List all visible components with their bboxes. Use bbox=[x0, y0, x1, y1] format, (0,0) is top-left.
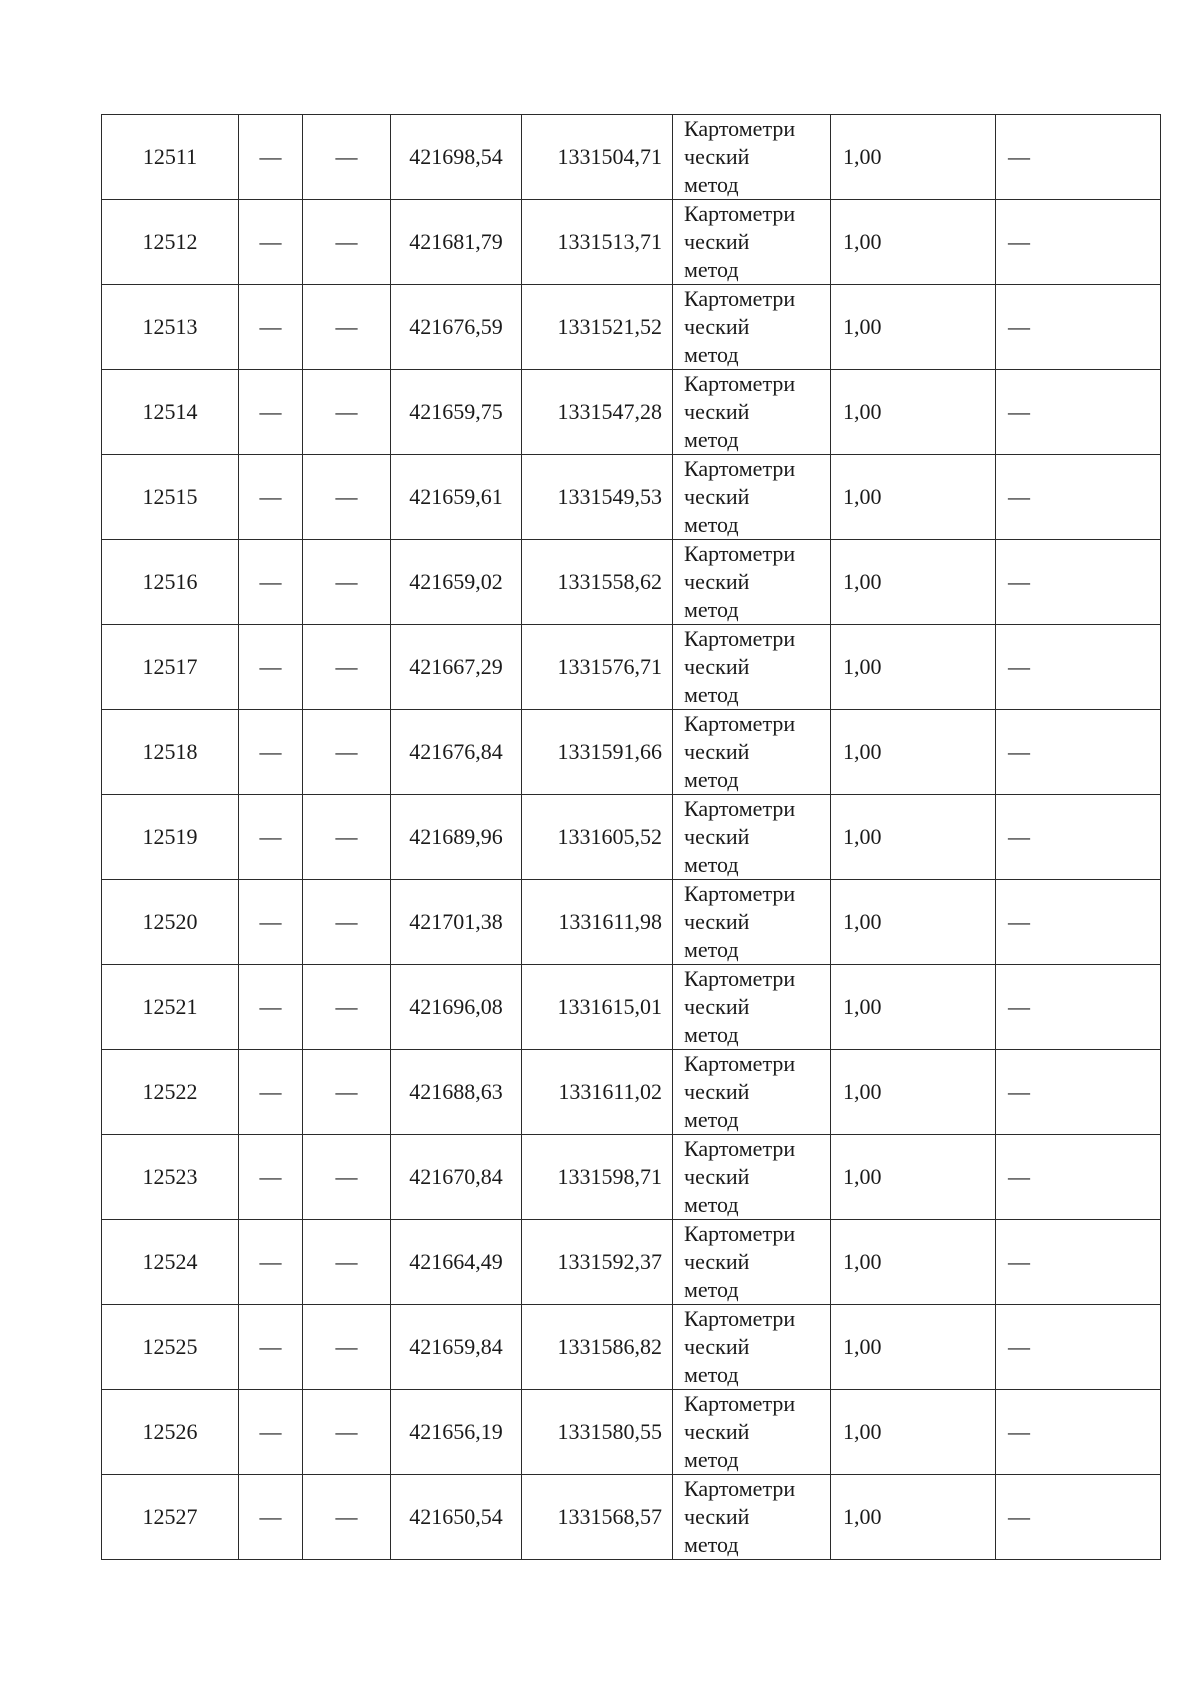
method-text-line: ческий bbox=[684, 1334, 750, 1359]
method-cell bbox=[673, 965, 831, 1050]
method-text-line: ческий bbox=[684, 229, 750, 254]
dash-cell-1: — bbox=[239, 1305, 303, 1390]
method-text-line: ческий bbox=[684, 739, 750, 764]
method-text-line: ческий bbox=[684, 654, 750, 679]
method-cell bbox=[673, 1305, 831, 1390]
dash-cell-2: — bbox=[303, 200, 391, 285]
accuracy-cell: 1,00 bbox=[831, 1050, 996, 1135]
point-number-cell: 12511 bbox=[102, 115, 239, 200]
dash-cell-2: — bbox=[303, 1475, 391, 1560]
method-text-line: Картометри bbox=[684, 796, 796, 821]
point-number-cell: 12519 bbox=[102, 795, 239, 880]
table-row bbox=[102, 965, 1161, 1050]
method-text-line: метод bbox=[684, 597, 739, 622]
dash-cell-1: — bbox=[239, 1135, 303, 1220]
accuracy-cell: 1,00 bbox=[831, 115, 996, 200]
description-cell: — bbox=[996, 1305, 1161, 1390]
method-text-line: Картометри bbox=[684, 966, 796, 991]
x-coordinate-cell: 421650,54 bbox=[391, 1475, 522, 1560]
accuracy-cell: 1,00 bbox=[831, 880, 996, 965]
method-text-line: метод bbox=[684, 1107, 739, 1132]
table-row bbox=[102, 370, 1161, 455]
accuracy-cell: 1,00 bbox=[831, 965, 996, 1050]
method-text-line: Картометри bbox=[684, 1306, 796, 1331]
dash-cell-2: — bbox=[303, 710, 391, 795]
y-coordinate-cell: 1331547,28 bbox=[522, 370, 673, 455]
description-cell: — bbox=[996, 455, 1161, 540]
dash-cell-2: — bbox=[303, 370, 391, 455]
x-coordinate-cell: 421659,75 bbox=[391, 370, 522, 455]
method-cell bbox=[673, 795, 831, 880]
description-cell: — bbox=[996, 1220, 1161, 1305]
dash-cell-2: — bbox=[303, 880, 391, 965]
dash-cell-1: — bbox=[239, 710, 303, 795]
x-coordinate-cell: 421696,08 bbox=[391, 965, 522, 1050]
method-text-line: метод bbox=[684, 1532, 739, 1557]
accuracy-cell: 1,00 bbox=[831, 1135, 996, 1220]
table-row bbox=[102, 625, 1161, 710]
method-cell bbox=[673, 285, 831, 370]
description-cell: — bbox=[996, 880, 1161, 965]
method-text-line: метод bbox=[684, 1362, 739, 1387]
y-coordinate-cell: 1331591,66 bbox=[522, 710, 673, 795]
dash-cell-2: — bbox=[303, 1305, 391, 1390]
x-coordinate-cell: 421688,63 bbox=[391, 1050, 522, 1135]
method-text-line: Картометри bbox=[684, 1221, 796, 1246]
description-cell: — bbox=[996, 370, 1161, 455]
description-cell: — bbox=[996, 285, 1161, 370]
y-coordinate-cell: 1331611,02 bbox=[522, 1050, 673, 1135]
method-text-line: Картометри bbox=[684, 541, 796, 566]
method-cell bbox=[673, 710, 831, 795]
x-coordinate-cell: 421656,19 bbox=[391, 1390, 522, 1475]
dash-cell-2: — bbox=[303, 965, 391, 1050]
accuracy-cell: 1,00 bbox=[831, 1475, 996, 1560]
method-text-line: ческий bbox=[684, 994, 750, 1019]
coordinates-table bbox=[101, 114, 1161, 1560]
table-row bbox=[102, 1135, 1161, 1220]
description-cell: — bbox=[996, 1390, 1161, 1475]
table-row bbox=[102, 540, 1161, 625]
y-coordinate-cell: 1331558,62 bbox=[522, 540, 673, 625]
y-coordinate-cell: 1331580,55 bbox=[522, 1390, 673, 1475]
method-text-line: ческий bbox=[684, 909, 750, 934]
dash-cell-1: — bbox=[239, 965, 303, 1050]
y-coordinate-cell: 1331549,53 bbox=[522, 455, 673, 540]
dash-cell-2: — bbox=[303, 455, 391, 540]
dash-cell-1: — bbox=[239, 115, 303, 200]
dash-cell-1: — bbox=[239, 1220, 303, 1305]
method-text-line: метод bbox=[684, 767, 739, 792]
table-row bbox=[102, 1220, 1161, 1305]
point-number-cell: 12523 bbox=[102, 1135, 239, 1220]
dash-cell-1: — bbox=[239, 1475, 303, 1560]
method-text-line: Картометри bbox=[684, 1136, 796, 1161]
dash-cell-2: — bbox=[303, 115, 391, 200]
table-row bbox=[102, 1390, 1161, 1475]
description-cell: — bbox=[996, 625, 1161, 710]
method-cell bbox=[673, 1220, 831, 1305]
table-row bbox=[102, 1050, 1161, 1135]
method-text-line: Картометри bbox=[684, 626, 796, 651]
y-coordinate-cell: 1331568,57 bbox=[522, 1475, 673, 1560]
y-coordinate-cell: 1331576,71 bbox=[522, 625, 673, 710]
method-text-line: ческий bbox=[684, 1079, 750, 1104]
dash-cell-1: — bbox=[239, 1050, 303, 1135]
method-text-line: ческий bbox=[684, 314, 750, 339]
y-coordinate-cell: 1331586,82 bbox=[522, 1305, 673, 1390]
accuracy-cell: 1,00 bbox=[831, 625, 996, 710]
point-number-cell: 12515 bbox=[102, 455, 239, 540]
method-text-line: ческий bbox=[684, 1504, 750, 1529]
accuracy-cell: 1,00 bbox=[831, 795, 996, 880]
dash-cell-1: — bbox=[239, 285, 303, 370]
method-text-line: Картометри bbox=[684, 286, 796, 311]
accuracy-cell: 1,00 bbox=[831, 1390, 996, 1475]
method-cell bbox=[673, 200, 831, 285]
method-text-line: Картометри bbox=[684, 456, 796, 481]
y-coordinate-cell: 1331504,71 bbox=[522, 115, 673, 200]
description-cell: — bbox=[996, 1475, 1161, 1560]
x-coordinate-cell: 421676,59 bbox=[391, 285, 522, 370]
x-coordinate-cell: 421701,38 bbox=[391, 880, 522, 965]
description-cell: — bbox=[996, 540, 1161, 625]
table-row bbox=[102, 710, 1161, 795]
description-cell: — bbox=[996, 710, 1161, 795]
method-text-line: метод bbox=[684, 852, 739, 877]
x-coordinate-cell: 421659,02 bbox=[391, 540, 522, 625]
dash-cell-1: — bbox=[239, 1390, 303, 1475]
method-text-line: метод bbox=[684, 1277, 739, 1302]
point-number-cell: 12522 bbox=[102, 1050, 239, 1135]
point-number-cell: 12525 bbox=[102, 1305, 239, 1390]
dash-cell-1: — bbox=[239, 540, 303, 625]
dash-cell-1: — bbox=[239, 625, 303, 710]
point-number-cell: 12514 bbox=[102, 370, 239, 455]
method-cell bbox=[673, 1135, 831, 1220]
method-cell bbox=[673, 1390, 831, 1475]
method-text-line: Картометри bbox=[684, 1051, 796, 1076]
method-cell bbox=[673, 115, 831, 200]
method-text-line: ческий bbox=[684, 399, 750, 424]
accuracy-cell: 1,00 bbox=[831, 1220, 996, 1305]
method-text-line: Картометри bbox=[684, 711, 796, 736]
x-coordinate-cell: 421659,61 bbox=[391, 455, 522, 540]
dash-cell-1: — bbox=[239, 795, 303, 880]
dash-cell-2: — bbox=[303, 1390, 391, 1475]
x-coordinate-cell: 421689,96 bbox=[391, 795, 522, 880]
method-text-line: метод bbox=[684, 1022, 739, 1047]
point-number-cell: 12521 bbox=[102, 965, 239, 1050]
description-cell: — bbox=[996, 1135, 1161, 1220]
accuracy-cell: 1,00 bbox=[831, 1305, 996, 1390]
y-coordinate-cell: 1331605,52 bbox=[522, 795, 673, 880]
point-number-cell: 12513 bbox=[102, 285, 239, 370]
method-text-line: Картометри bbox=[684, 1391, 796, 1416]
method-cell bbox=[673, 540, 831, 625]
dash-cell-1: — bbox=[239, 455, 303, 540]
method-text-line: ческий bbox=[684, 484, 750, 509]
y-coordinate-cell: 1331598,71 bbox=[522, 1135, 673, 1220]
table-row bbox=[102, 795, 1161, 880]
dash-cell-1: — bbox=[239, 370, 303, 455]
description-cell: — bbox=[996, 115, 1161, 200]
point-number-cell: 12518 bbox=[102, 710, 239, 795]
x-coordinate-cell: 421659,84 bbox=[391, 1305, 522, 1390]
dash-cell-2: — bbox=[303, 1050, 391, 1135]
dash-cell-2: — bbox=[303, 1220, 391, 1305]
method-text-line: Картометри bbox=[684, 371, 796, 396]
accuracy-cell: 1,00 bbox=[831, 285, 996, 370]
dash-cell-2: — bbox=[303, 540, 391, 625]
method-text-line: метод bbox=[684, 427, 739, 452]
dash-cell-1: — bbox=[239, 880, 303, 965]
point-number-cell: 12527 bbox=[102, 1475, 239, 1560]
dash-cell-2: — bbox=[303, 625, 391, 710]
method-text-line: метод bbox=[684, 512, 739, 537]
method-text-line: Картометри bbox=[684, 881, 796, 906]
y-coordinate-cell: 1331611,98 bbox=[522, 880, 673, 965]
description-cell: — bbox=[996, 965, 1161, 1050]
point-number-cell: 12526 bbox=[102, 1390, 239, 1475]
method-text-line: ческий bbox=[684, 1164, 750, 1189]
table-row bbox=[102, 1475, 1161, 1560]
method-text-line: ческий bbox=[684, 1249, 750, 1274]
dash-cell-2: — bbox=[303, 795, 391, 880]
table-row bbox=[102, 880, 1161, 965]
method-text-line: метод bbox=[684, 1192, 739, 1217]
point-number-cell: 12516 bbox=[102, 540, 239, 625]
description-cell: — bbox=[996, 1050, 1161, 1135]
method-text-line: метод bbox=[684, 1447, 739, 1472]
method-text-line: метод bbox=[684, 172, 739, 197]
method-text-line: метод bbox=[684, 342, 739, 367]
method-text-line: Картометри bbox=[684, 201, 796, 226]
method-text-line: ческий bbox=[684, 144, 750, 169]
dash-cell-1: — bbox=[239, 200, 303, 285]
table-row bbox=[102, 200, 1161, 285]
accuracy-cell: 1,00 bbox=[831, 540, 996, 625]
dash-cell-2: — bbox=[303, 1135, 391, 1220]
table-row bbox=[102, 115, 1161, 200]
accuracy-cell: 1,00 bbox=[831, 710, 996, 795]
method-text-line: метод bbox=[684, 682, 739, 707]
method-text-line: ческий bbox=[684, 1419, 750, 1444]
description-cell: — bbox=[996, 795, 1161, 880]
method-text-line: метод bbox=[684, 937, 739, 962]
method-cell bbox=[673, 625, 831, 710]
x-coordinate-cell: 421681,79 bbox=[391, 200, 522, 285]
y-coordinate-cell: 1331521,52 bbox=[522, 285, 673, 370]
method-text-line: метод bbox=[684, 257, 739, 282]
x-coordinate-cell: 421670,84 bbox=[391, 1135, 522, 1220]
dash-cell-2: — bbox=[303, 285, 391, 370]
table-row bbox=[102, 285, 1161, 370]
accuracy-cell: 1,00 bbox=[831, 200, 996, 285]
x-coordinate-cell: 421698,54 bbox=[391, 115, 522, 200]
method-cell bbox=[673, 880, 831, 965]
y-coordinate-cell: 1331592,37 bbox=[522, 1220, 673, 1305]
method-cell bbox=[673, 455, 831, 540]
table-body bbox=[102, 115, 1161, 1560]
method-cell bbox=[673, 1475, 831, 1560]
method-text-line: ческий bbox=[684, 824, 750, 849]
point-number-cell: 12517 bbox=[102, 625, 239, 710]
x-coordinate-cell: 421667,29 bbox=[391, 625, 522, 710]
point-number-cell: 12524 bbox=[102, 1220, 239, 1305]
accuracy-cell: 1,00 bbox=[831, 455, 996, 540]
method-text-line: Картометри bbox=[684, 116, 796, 141]
x-coordinate-cell: 421676,84 bbox=[391, 710, 522, 795]
y-coordinate-cell: 1331513,71 bbox=[522, 200, 673, 285]
point-number-cell: 12512 bbox=[102, 200, 239, 285]
accuracy-cell: 1,00 bbox=[831, 370, 996, 455]
method-text-line: Картометри bbox=[684, 1476, 796, 1501]
method-text-line: ческий bbox=[684, 569, 750, 594]
table-row bbox=[102, 455, 1161, 540]
y-coordinate-cell: 1331615,01 bbox=[522, 965, 673, 1050]
table-row bbox=[102, 1305, 1161, 1390]
point-number-cell: 12520 bbox=[102, 880, 239, 965]
x-coordinate-cell: 421664,49 bbox=[391, 1220, 522, 1305]
method-cell bbox=[673, 1050, 831, 1135]
description-cell: — bbox=[996, 200, 1161, 285]
method-cell bbox=[673, 370, 831, 455]
